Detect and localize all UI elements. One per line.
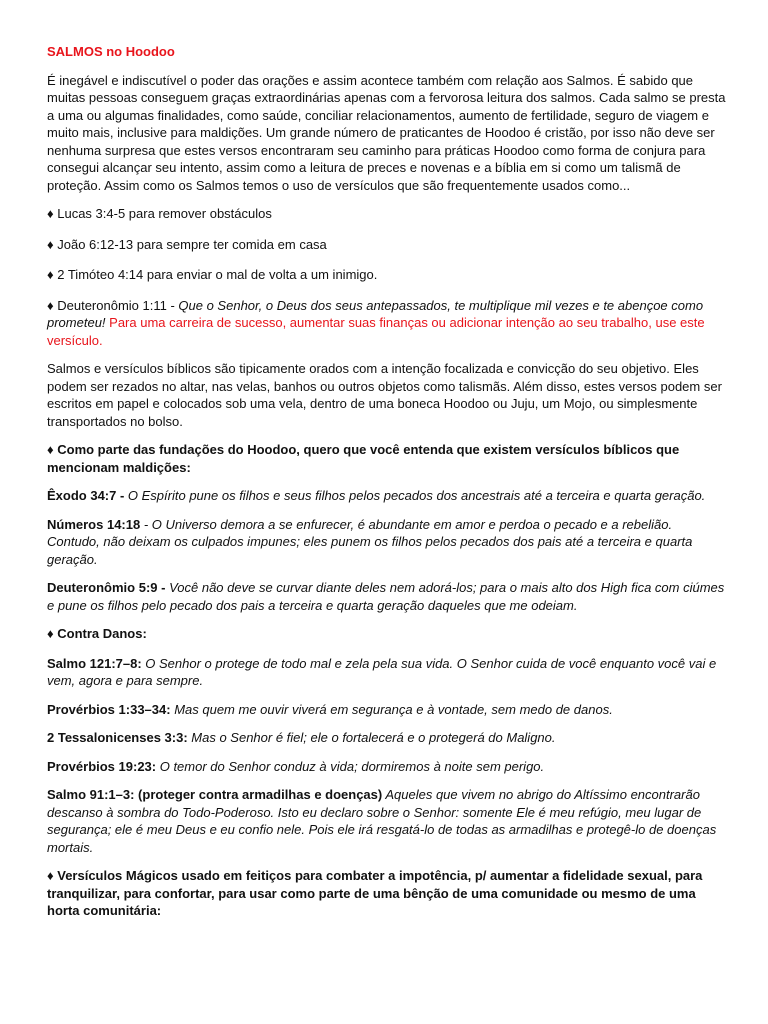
verse-text: Aqueles que vivem no abrigo do Altíssimo encontrarão descanso à sombra do Todo-Poderoso. Isto eu declaro sobre o Senhor: somente Ele é meu refúgio, meu lugar de segurança; ele é meu Deus e eu confio nele. Pois ele irá resgatá-lo de todas as armadilhas e protegê-lo de doenças mortais. bbox=[47, 787, 717, 855]
section-heading-curses-text: ♦ Como parte das fundações do Hoodoo, quero que você entenda que existem versículos bíblicos que mencionam maldições: bbox=[47, 442, 680, 475]
section-heading-harm bbox=[47, 625, 728, 643]
verse-deuteronomio bbox=[47, 579, 728, 614]
verse-text: Mas quem me ouvir viverá em segurança e à vontade, sem medo de danos. bbox=[170, 701, 613, 717]
paragraph-usage: Salmos e versículos bíblicos são tipicamente orados com a intenção focalizada e convicção do seu objetivo. Eles podem ser rezados no altar, nas velas, banhos ou outros objetos como talismãs. Além disso, estes versos podem ser escritos em papel e colocados sob uma vela, dentro de uma boneca Hoodoo ou Juju, um Mojo, ou simplesmente transportados no bolso. bbox=[47, 361, 722, 429]
section-heading-harm-text: ♦ Contra Danos: bbox=[47, 626, 147, 641]
verse-text: O Senhor o protege de todo mal e zela pela sua vida. O Senhor cuida de você enquanto você vai e vem, agora e para sempre. bbox=[47, 655, 717, 688]
verse-text: Mas o Senhor é fiel; ele o fortalecerá e o protegerá do Maligno. bbox=[187, 730, 556, 745]
verse-ref: Deuteronômio 5:9 - bbox=[47, 580, 166, 595]
bullet-joao: ♦ João 6:12-13 para sempre ter comida em casa bbox=[47, 236, 327, 252]
section-heading-magic-text: ♦ Versículos Mágicos usado em feitiços para combater a impotência, p/ aumentar a fidelidade sexual, para tranquilizar, para confortar, para usar como parte de uma bênção de uma comunidade ou mesmo de uma horta comunitária: bbox=[47, 868, 703, 918]
verse-exodo bbox=[47, 487, 728, 505]
section-heading-magic bbox=[47, 867, 728, 920]
verse-text: O Espírito pune os filhos e seus filhos pelos pecados dos ancestrais até a terceira e quarta geração. bbox=[124, 488, 706, 503]
verse-proverbios-1 bbox=[47, 701, 728, 719]
verse-numeros bbox=[47, 516, 728, 569]
verse-ref: Provérbios 1:33–34: bbox=[47, 701, 171, 717]
verse-ref: Salmo 91:1–3: (proteger contra armadilhas e doenças) bbox=[47, 787, 383, 802]
bullet-lucas: ♦ Lucas 3:4-5 para remover obstáculos bbox=[47, 206, 272, 221]
verse-ref: Números 14:18 bbox=[47, 516, 141, 532]
section-heading-curses bbox=[47, 441, 728, 476]
verse-ref: Salmo 121:7–8: bbox=[47, 655, 142, 671]
verse-salmo-91 bbox=[47, 786, 728, 856]
verse-text: Você não deve se curvar diante deles nem adorá-los; para o mais alto dos High fica com ciúmes e pune os filhos pelo pecado dos pais a terceira e quarta geração daqueles que me odeiam. bbox=[47, 580, 725, 613]
verse-proverbios-19 bbox=[47, 758, 728, 776]
verse-text: O temor do Senhor conduz à vida; dormiremos à noite sem perigo. bbox=[156, 758, 545, 774]
verse-ref: Êxodo 34:7 - bbox=[47, 488, 125, 503]
verse-salmo-121 bbox=[47, 655, 728, 690]
bullet-deuteronomio bbox=[47, 297, 728, 350]
bullet-deuteronomio-prefix: ♦ Deuteronômio 1:11 - bbox=[47, 297, 179, 313]
intro-paragraph: É inegável e indiscutível o poder das orações e assim acontece também com relação aos Salmos. É sabido que muitas pessoas conseguem graças extraordinárias apenas com a fervorosa leitura dos salmos. Cada salmo se presta a uma ou algumas finalidades, como saúde, conciliar relacionamentos, aumento de fertilidade, seguro de viagem e muito mais, inclusive para maldições. Um grande número de praticantes de Hoodoo é cristão, por isso não deve ser nenhuma surpresa que estes versos encontraram seu caminho para práticas Hoodoo como forma de conjura para consegui alcançar seu intento, assim como a leitura de preces e novenas e a bíblia em si como um talismã de proteção. Assim como os Salmos temos o uso de versículos que são frequentemente usados como... bbox=[47, 72, 726, 193]
verse-ref: 2 Tessalonicenses 3:3: bbox=[47, 730, 188, 745]
verse-text: - O Universo demora a se enfurecer, é abundante em amor e perdoa o pecado e a rebelião. Contudo, não deixam os culpados impunes; eles punem os filhos pelos pecados dos pais até a terceira e quarta geração. bbox=[47, 516, 693, 567]
bullet-deuteronomio-note: Para uma carreira de sucesso, aumentar suas finanças ou adicionar intenção ao seu trabalho, use este versículo. bbox=[47, 315, 705, 348]
document-title: SALMOS no Hoodoo bbox=[47, 44, 175, 59]
bullet-deuteronomio-quote: Que o Senhor, o Deus dos seus antepassados, te multiplique mil vezes e te abençoe como prometeu! bbox=[47, 297, 704, 330]
verse-tessalonicenses bbox=[47, 729, 728, 747]
verse-ref: Provérbios 19:23: bbox=[47, 758, 157, 774]
bullet-timoteo: ♦ 2 Timóteo 4:14 para enviar o mal de volta a um inimigo. bbox=[47, 267, 378, 282]
